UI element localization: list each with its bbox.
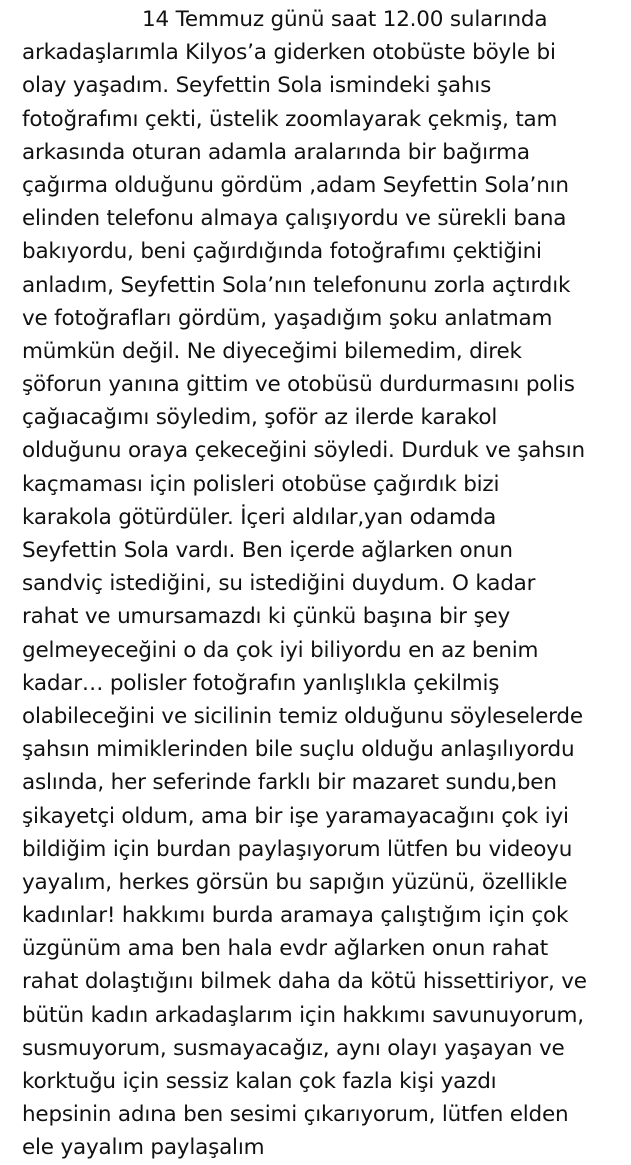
- text-line: kadar… polisler fotoğrafın yanlışlıkla çekilmiş: [22, 670, 500, 696]
- text-line: elinden telefonu almaya çalışıyordu ve sürekli bana: [22, 206, 567, 232]
- note-text: [22, 3, 627, 1165]
- text-line: arkasında oturan adamla aralarında bir bağırma: [22, 139, 530, 165]
- text-line: hepsinin adına ben sesimi çıkarıyorum, lütfen elden: [22, 1102, 569, 1128]
- text-line: çağırma olduğunu gördüm ,adam Seyfettin Sola’nın: [22, 172, 569, 198]
- text-line: şahsın mimiklerinden bile suçlu olduğu anlaşılıyordu: [22, 737, 575, 763]
- text-line: bakıyordu, beni çağırdığında fotoğrafımı çektiğini: [22, 239, 542, 265]
- text-line: anladım, Seyfettin Sola’nın telefonunu zorla açtırdık: [22, 272, 571, 298]
- text-line: kadınlar! hakkımı burda aramaya çalıştığım için çok: [22, 903, 569, 929]
- text-line: susmuyorum, susmayacağız, aynı olayı yaşayan ve: [22, 1035, 565, 1061]
- text-line: ele yayalım paylaşalım: [22, 1135, 265, 1161]
- text-line: olay yaşadım. Seyfettin Sola ismindeki şahıs: [22, 73, 492, 99]
- text-line: ve fotoğrafları gördüm, yaşadığım şoku anlatmam: [22, 305, 553, 331]
- text-line: rahat ve umursamazdı ki çünkü başına bir şey: [22, 604, 510, 630]
- text-line: olduğunu oraya çekeceğini söyledi. Durduk ve şahsın: [22, 438, 585, 464]
- text-line: üzgünüm ama ben hala evdr ağlarken onun rahat: [22, 936, 549, 962]
- text-line: kaçmaması için polisleri otobüse çağırdık bizi: [22, 471, 500, 497]
- text-line: bütün kadın arkadaşlarım için hakkımı savunuyorum,: [22, 1002, 584, 1028]
- text-line: 14 Temmuz günü saat 12.00 sularında: [142, 7, 548, 32]
- text-line: Seyfettin Sola vardı. Ben içerde ağlarken onun: [22, 538, 513, 563]
- text-line: rahat dolaştığını bilmek daha da kötü hissettiriyor, ve: [22, 969, 587, 995]
- text-line: korktuğu için sessiz kalan çok fazla kişi yazdı: [22, 1069, 497, 1094]
- text-line: aslında, her seferinde farklı bir mazaret sundu,ben: [22, 770, 557, 796]
- text-line: şikayetçi oldum, ama bir işe yaramayacağını çok iyi: [22, 803, 569, 829]
- text-line: bildiğim için burdan paylaşıyorum lütfen bu videoyu: [22, 836, 573, 862]
- text-line: sandviç istediğini, su istediğini duydum. O kadar: [22, 571, 536, 597]
- text-line: çağıacağımı söyledim, şoför az ilerde karakol: [22, 405, 498, 431]
- text-line: olabileceğini ve sicilinin temiz olduğunu söyleselerde: [22, 703, 583, 729]
- text-line: yayalım, herkes görsün bu sapığın yüzünü, özellikle: [22, 869, 568, 895]
- text-line: şöforun yanına gittim ve otobüsü durdurmasını polis: [22, 372, 575, 398]
- text-line: mümkün değil. Ne diyeceğimi bilemedim, direk: [22, 338, 522, 364]
- text-line: karakola götürdüler. İçeri aldılar,yan odamda: [22, 504, 497, 530]
- text-line: fotoğrafımı çekti, üstelik zoomlayarak çekmiş, tam: [22, 106, 558, 132]
- text-line: gelmeyeceğini o da çok iyi biliyordu en az benim: [22, 637, 539, 663]
- text-line: arkadaşlarımla Kilyos’a giderken otobüste böyle bi: [22, 40, 556, 66]
